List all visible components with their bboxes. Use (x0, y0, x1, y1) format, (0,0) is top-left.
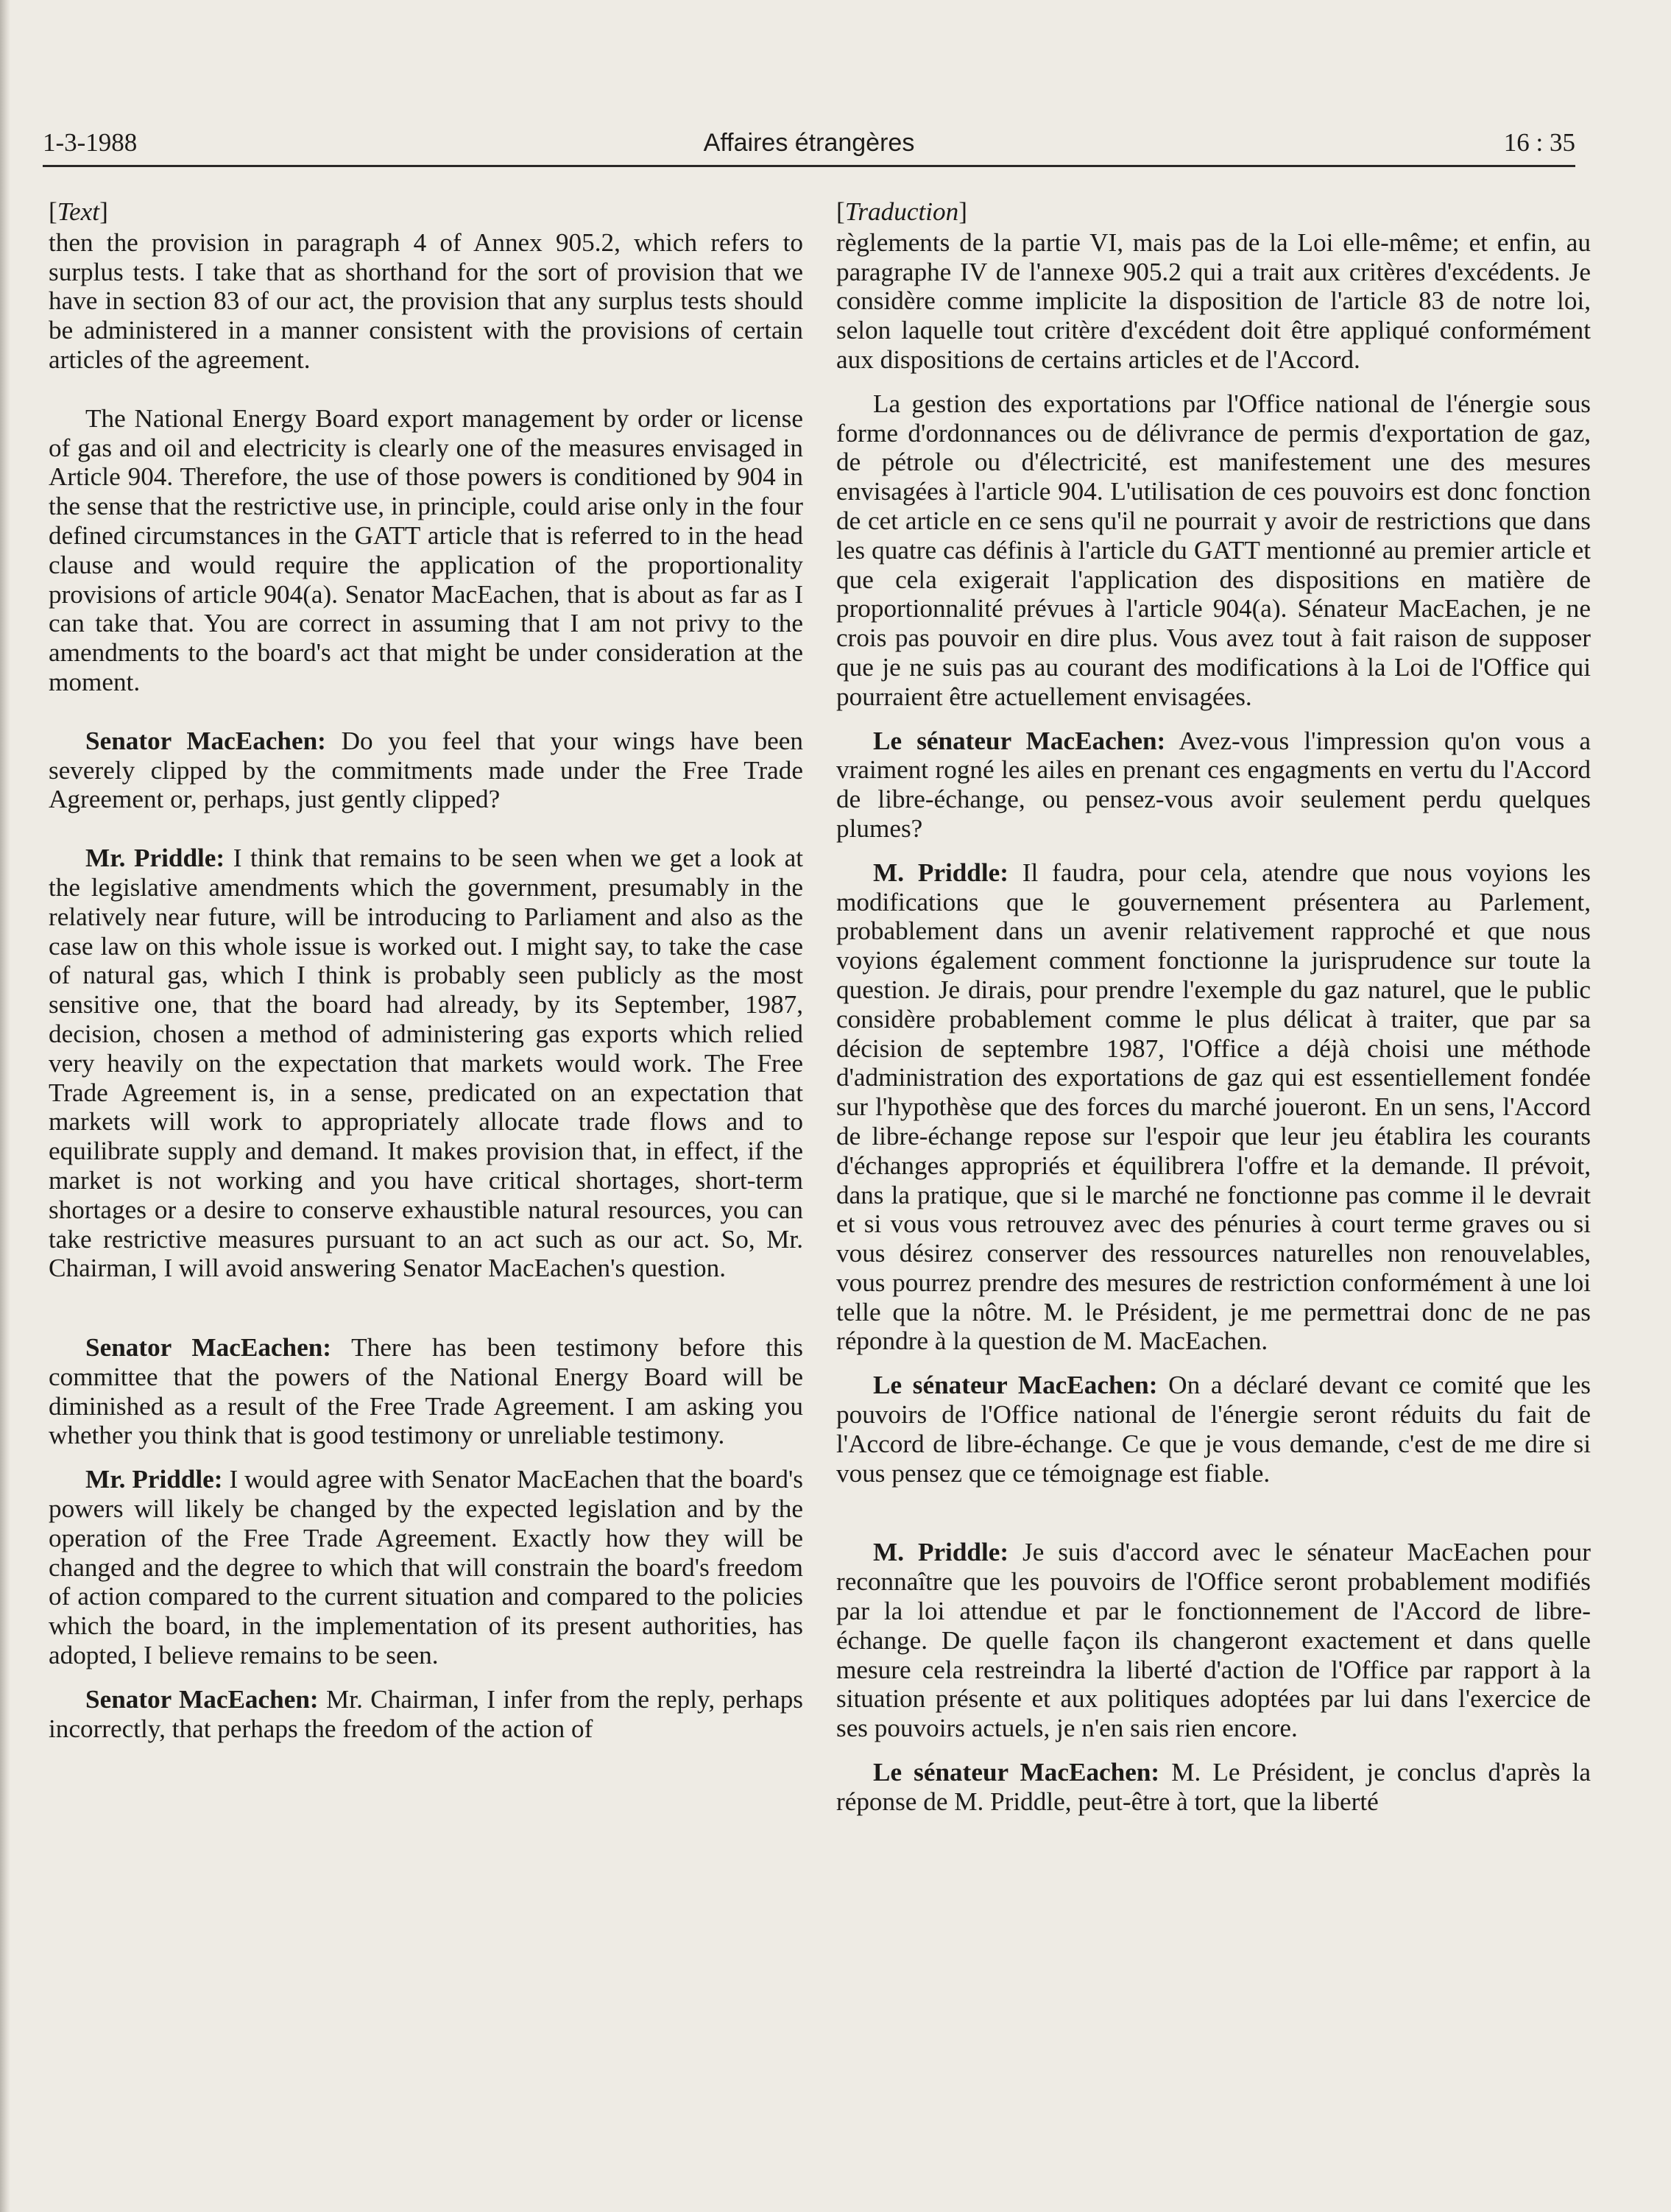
paragraph: Mr. Priddle: I think that remains to be seen when we get a look at the legislative amendments which the government, presumably in the relatively near future, will be introducing to Parliament and also as the case law on this whole issue is worked out. I might say, to take the case of natural gas, which I think is probably seen publicly as the most sensitive one, that the board had already, by its September, 1987, decision, chosen a method of administering gas exports which relied very heavily on the expectation that markets would work. The Free Trade Agreement is, in a sense, predicated on an expectation that markets will work to appropriately allocate trade flows and to equilibrate supply and demand. It makes provision that, in effect, if the market is not working and you have critical shortages, short-term shortages or a desire to conserve exhaustible natural resources, you can take restrictive measures pursuant to an act such as our act. So, Mr. Chairman, I will avoid answering Senator MacEachen's question. (49, 844, 803, 1283)
paragraph: M. Priddle: Il faudra, pour cela, atendre que nous voyions les modifications que le gouvernement présentera au Parlement, probablement dans un avenir relativement rapproché et que nous voyions également comment fonctionne la jurisprudence sur toute la question. Je dirais, pour prendre l'exemple du gaz naturel, que le public considère probablement comme le plus délicat à traiter, que par sa décision de septembre 1987, l'Office a déjà choisi une méthode d'administration des exportations de gaz qui est essentiellement fondée sur l'hypothèse que des forces du marché joueront. En un sens, l'Accord de libre-échange repose sur l'espoir que leur jeu établira les courants d'échanges appropriés et équilibrera l'offre et la demande. Il prévoit, dans la pratique, que si le marché ne fonctionne pas comme il le devrait et si vous vous retrouvez avec des pénuries à court terme graves ou si vous désirez conserver des ressources naturelles non renouvelables, vous pourrez prendre des mesures de restriction conformément à une loi telle que la nôtre. M. le Président, je me permettrai donc de ne pas répondre à la question de M. MacEachen. (836, 858, 1591, 1356)
speaker-name: Le sénateur MacEachen: (873, 1371, 1158, 1400)
paragraph: The National Energy Board export management by order or license of gas and oil and electricity is clearly one of the measures envisaged in Article 904. Therefore, the use of those powers is conditioned by 904 in the sense that the restrictive use, in principle, could arise only in the four defined circumstances in the GATT article that is referred to in the head clause and would require the application of the proportionality provisions of article 904(a). Senator MacEachen, that is about as far as I can take that. You are correct in assuming that I am not privy to the amendments to the board's act that might be under consideration at the moment. (49, 403, 803, 696)
paragraph: Le sénateur MacEachen: On a déclaré devant ce comité que les pouvoirs de l'Office national de l'énergie seront réduits du fait de l'Accord de libre-échange. Ce que je vous demande, c'est de me dire si vous pensez que ce témoignage est fiable. (836, 1371, 1591, 1488)
paragraph: Mr. Priddle: I would agree with Senator MacEachen that the board's powers will likely be changed by the expected legislation and by the operation of the Free Trade Agreement. Exactly how they will be changed and the degree to which that will constrain the board's freedom of action compared to the current situation and compared to the policies which the board, in the implementation of its present authorities, has adopted, I believe remains to be seen. (49, 1465, 803, 1670)
speaker-name: Senator MacEachen: (85, 1333, 332, 1363)
speaker-name: Mr. Priddle: (85, 844, 225, 873)
french-column (836, 197, 1591, 1831)
speaker-name: Senator MacEachen: (85, 726, 326, 755)
header-page-number: 16 : 35 (1503, 128, 1575, 157)
paragraph: règlements de la partie VI, mais pas de la Loi elle-même; et enfin, au paragraphe IV de l'annexe 905.2 qui a trait aux critères d'excédents. Je considère comme implicite la disposition de l'article 83 de notre loi, selon laquelle tout critère d'excédent doit être appliqué conformément aux dispositions de certains articles et de l'Accord. (836, 227, 1591, 374)
page-binding-edge (0, 0, 10, 2212)
paragraph: Le sénateur MacEachen: Avez-vous l'impression qu'on vous a vraiment rogné les ailes en prenant ces engagments en vertu du l'Accord de libre-échange, ou pensez-vous avoir seulement perdu quelques plumes? (836, 726, 1591, 843)
header-date: 1-3-1988 (43, 128, 138, 157)
speaker-name: Le sénateur MacEachen: (873, 1758, 1160, 1787)
paragraph: La gestion des exportations par l'Office national de l'énergie sous forme d'ordonnances ou de délivrance de permis d'exportation de gaz, de pétrole ou d'électricité, est manifestement une des mesures envisagées à l'article 904. L'utilisation de ces pouvoirs est donc fonction de cet article en ce sens qu'il ne pourrait y avoir de restrictions que dans les quatre cas définis à l'article du GATT mentionné au premier article et que cela exigerait l'application des dispositions en matière de proportionnalité prévues à l'article 904(a). Sénateur MacEachen, je ne crois pas pouvoir en dire plus. Vous avez tout à fait raison de supposer que je ne suis pas au courant des modifications à la Loi de l'Office qui pourraient être actuellement envisagées. (836, 389, 1591, 711)
paragraph: Senator MacEachen: Do you feel that your wings have been severely clipped by the commitments made under the Free Trade Agreement or, perhaps, just gently clipped? (49, 726, 803, 814)
header-title: Affaires étrangères (703, 129, 915, 157)
paragraph: M. Priddle: Je suis d'accord avec le sénateur MacEachen pour reconnaître que les pouvoirs de l'Office seront probablement modifiés par la loi attendue et par le fonctionnement de l'Accord de libre-échange. De quelle façon ils changeront exactement et dans quelle mesure cela restreindra la liberté d'action de l'Office par rapport à la situation présente et aux politiques adoptées par lui dans l'exercice de ses pouvoirs actuels, je n'en sais rien encore. (836, 1538, 1591, 1743)
paragraph: Senator MacEachen: Mr. Chairman, I infer from the reply, perhaps incorrectly, that perhaps the freedom of the action of (49, 1684, 803, 1743)
speaker-name: M. Priddle: (873, 858, 1008, 887)
paragraph: Senator MacEachen: There has been testimony before this committee that the powers of the National Energy Board will be diminished as a result of the Free Trade Agreement. I am asking you whether you think that is good testimony or unreliable testimony. (49, 1333, 803, 1450)
speaker-name: M. Priddle: (873, 1538, 1009, 1567)
paragraph: Le sénateur MacEachen: M. Le Président, je conclus d'après la réponse de M. Priddle, peut-être à tort, que la liberté (836, 1758, 1591, 1816)
speaker-name: Mr. Priddle: (85, 1465, 223, 1494)
speaker-name: Senator MacEachen: (85, 1684, 319, 1714)
column-label-text: [Text] (49, 197, 108, 226)
paragraph: then the provision in paragraph 4 of Annex 905.2, which refers to surplus tests. I take that as shorthand for the sort of provision that we have in section 83 of our act, the provision that any surplus tests should be administered in a manner consistent with the provisions of certain articles of the agreement. (49, 227, 803, 374)
column-label-traduction: [Traduction] (836, 197, 967, 226)
english-column (49, 197, 803, 1758)
speaker-name: Le sénateur MacEachen: (873, 726, 1166, 755)
page-header (43, 125, 1575, 167)
